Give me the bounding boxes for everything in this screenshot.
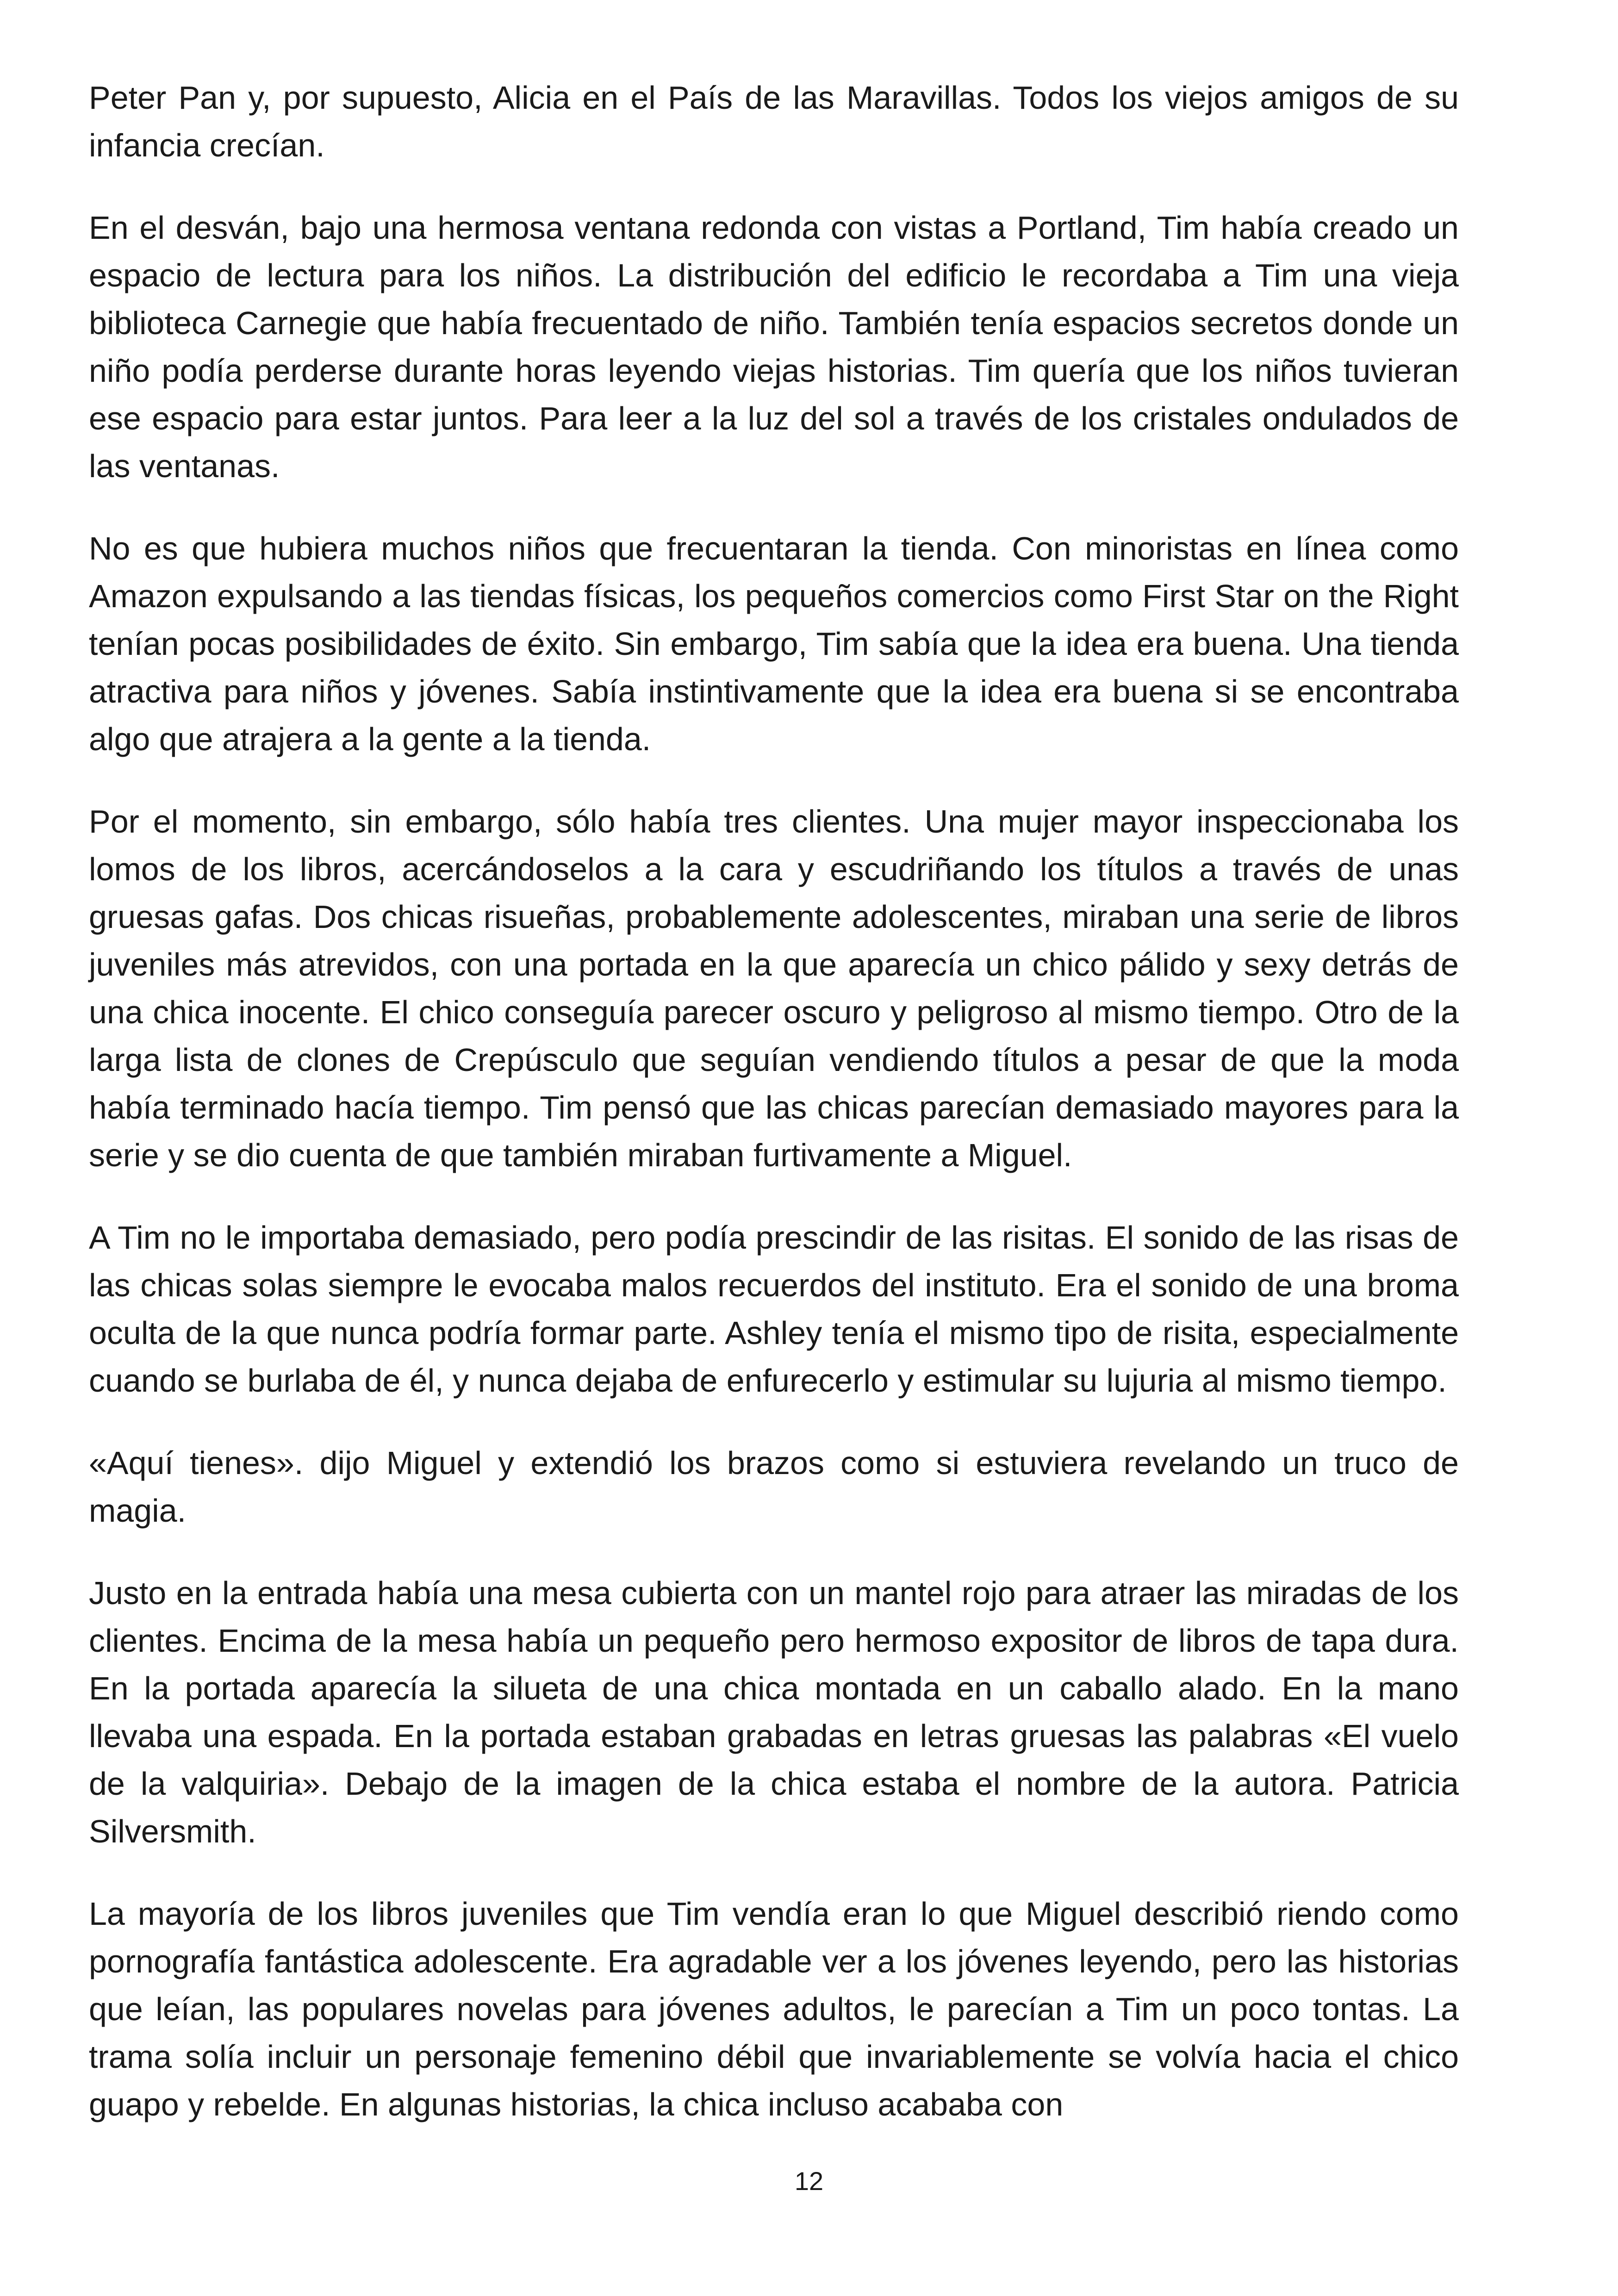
paragraph-4: Por el momento, sin embargo, sólo había tres clientes. Una mujer mayor inspeccionaba los lomos de los libros, acercándoselos a la cara y escudriñando los títulos a través de unas gruesas gafas. Dos chicas risueñas, probablemente adolescentes, miraban una serie de libros juveniles más atrevidos, con una portada en la que aparecía un chico pálido y sexy detrás de una chica inocente. El chico conseguía parecer oscuro y peligroso al mismo tiempo. Otro de la larga lista de clones de Crepúsculo que seguían vendiendo títulos a pesar de que la moda había terminado hacía tiempo. Tim pensó que las chicas parecían demasiado mayores para la serie y se dio cuenta de que también miraban furtivamente a Miguel.	[89, 803, 1459, 1173]
paragraph-7: Justo en la entrada había una mesa cubierta con un mantel rojo para atraer las miradas de los clientes. Encima de la mesa había un pequeño pero hermoso expositor de libros de tapa dura. En la portada aparecía la silueta de una chica montada en un caballo alado. En la mano llevaba una espada. En la portada estaban grabadas en letras gruesas las palabras «El vuelo de la valquiria». Debajo de la imagen de la chica estaba el nombre de la autora. Patricia Silversmith.	[89, 1575, 1459, 1849]
page-number: 12	[794, 2166, 824, 2196]
paragraph-3: No es que hubiera muchos niños que frecuentaran la tienda. Con minoristas en línea como Amazon expulsando a las tiendas físicas, los pequeños comercios como First Star on the Right tenían pocas posibilidades de éxito. Sin embargo, Tim sabía que la idea era buena. Una tienda atractiva para niños y jóvenes. Sabía instintivamente que la idea era buena si se encontraba algo que atrajera a la gente a la tienda.	[89, 530, 1459, 757]
paragraph-1: Peter Pan y, por supuesto, Alicia en el País de las Maravillas. Todos los viejos amigos de su infancia crecían.	[89, 80, 1459, 163]
paragraph-8: La mayoría de los libros juveniles que Tim vendía eran lo que Miguel describió riendo como pornografía fantástica adolescente. Era agradable ver a los jóvenes leyendo, pero las historias que leían, las populares novelas para jóvenes adultos, le parecían a Tim un poco tontas. La trama solía incluir un personaje femenino débil que invariablemente se volvía hacia el chico guapo y rebelde. En algunas historias, la chica incluso acababa con	[89, 1896, 1459, 2122]
paragraph-2: En el desván, bajo una hermosa ventana redonda con vistas a Portland, Tim había creado un espacio de lectura para los niños. La distribución del edificio le recordaba a Tim una vieja biblioteca Carnegie que había frecuentado de niño. También tenía espacios secretos donde un niño podía perderse durante horas leyendo viejas historias. Tim quería que los niños tuvieran ese espacio para estar juntos. Para leer a la luz del sol a través de los cristales ondulados de las ventanas.	[89, 210, 1459, 484]
paragraph-5: A Tim no le importaba demasiado, pero podía prescindir de las risitas. El sonido de las risas de las chicas solas siempre le evocaba malos recuerdos del instituto. Era el sonido de una broma oculta de la que nunca podría formar parte. Ashley tenía el mismo tipo de risita, especialmente cuando se burlaba de él, y nunca dejaba de enfurecerlo y estimular su lujuria al mismo tiempo.	[89, 1220, 1459, 1399]
paragraph-6: «Aquí tienes». dijo Miguel y extendió los brazos como si estuviera revelando un truco de magia.	[89, 1445, 1459, 1529]
document-body	[89, 74, 1459, 2163]
